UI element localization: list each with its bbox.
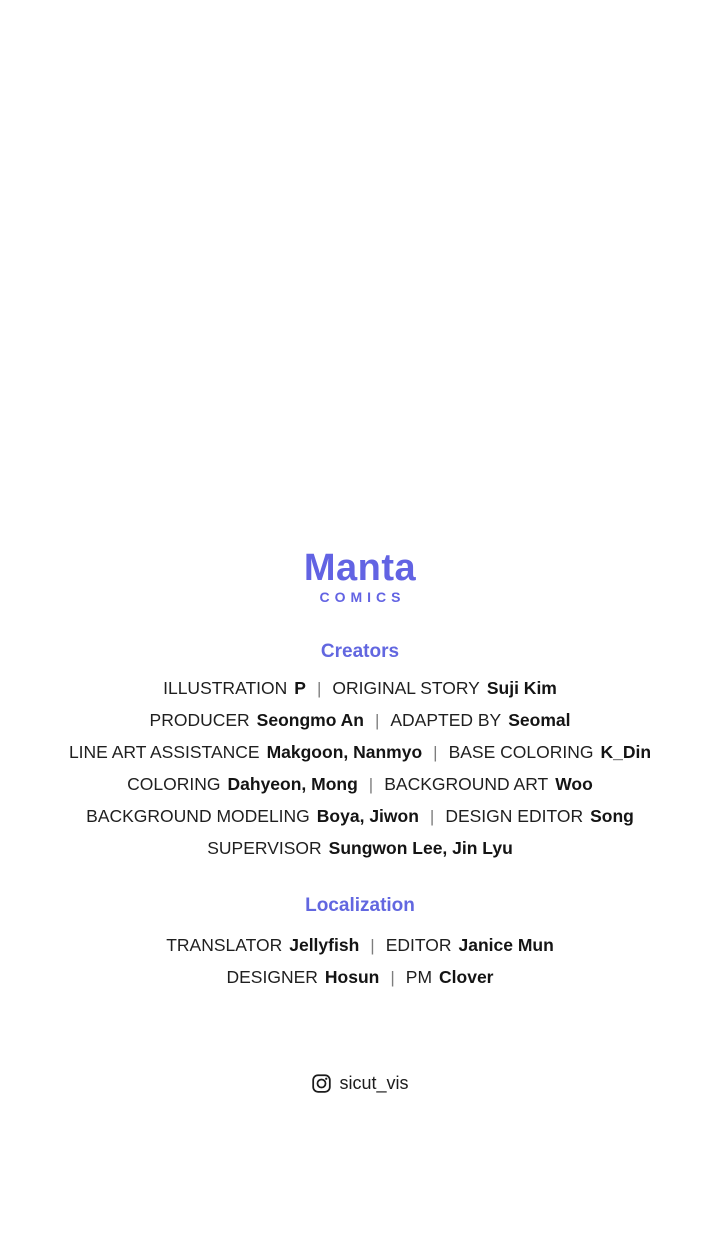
credit-separator: | xyxy=(433,743,438,762)
credit-role: EDITOR xyxy=(385,935,452,955)
credit-role: BACKGROUND ART xyxy=(384,774,549,794)
credit-role: PRODUCER xyxy=(149,710,250,730)
credit-line xyxy=(0,929,720,961)
credit-role: COLORING xyxy=(127,774,221,794)
credit-name: Dahyeon, Mong xyxy=(227,774,358,794)
credit-separator: | xyxy=(390,968,395,987)
credit-name: Suji Kim xyxy=(486,678,557,698)
credit-role: ADAPTED BY xyxy=(390,710,502,730)
credit-line xyxy=(0,736,720,768)
credit-role: DESIGN EDITOR xyxy=(445,806,584,826)
credit-name: Janice Mun xyxy=(458,935,554,955)
credit-role: ILLUSTRATION xyxy=(163,678,288,698)
creators-credit-list xyxy=(0,672,720,864)
credit-role: BACKGROUND MODELING xyxy=(86,806,310,826)
credit-role: DESIGNER xyxy=(226,967,318,987)
credit-role: ORIGINAL STORY xyxy=(332,678,480,698)
credit-line xyxy=(0,672,720,704)
instagram-handle: sicut_vis xyxy=(339,1073,409,1093)
credit-role: SUPERVISOR xyxy=(207,838,322,858)
credit-name: Clover xyxy=(439,967,494,987)
manta-logo: Manta xyxy=(303,547,417,589)
brand-wordmark xyxy=(0,548,720,605)
credit-line xyxy=(0,704,720,736)
credit-role: BASE COLORING xyxy=(448,742,594,762)
instagram-icon xyxy=(311,1073,332,1094)
credit-separator: | xyxy=(374,711,380,730)
creators-heading: Creators xyxy=(320,641,400,662)
credit-separator: | xyxy=(316,679,322,698)
localization-heading: Localization xyxy=(305,895,415,916)
credit-name: Woo xyxy=(555,774,593,794)
credit-line xyxy=(0,768,720,800)
credit-name: Seomal xyxy=(508,710,571,730)
credit-role: PM xyxy=(405,967,433,987)
credit-name: Boya, Jiwon xyxy=(316,806,419,826)
credit-name: K_Din xyxy=(600,742,652,762)
comics-wordmark: COMICS xyxy=(319,589,406,605)
credit-line xyxy=(0,832,720,864)
credit-role: TRANSLATOR xyxy=(166,935,283,955)
credit-line xyxy=(0,961,720,993)
credit-name: Sungwon Lee, Jin Lyu xyxy=(328,838,513,858)
credit-line xyxy=(0,800,720,832)
credit-separator: | xyxy=(429,807,435,826)
credit-name: Song xyxy=(590,806,634,826)
localization-credit-list xyxy=(0,929,720,993)
credit-separator: | xyxy=(368,775,374,794)
credit-separator: | xyxy=(370,936,375,955)
instagram-row xyxy=(0,1069,720,1097)
credit-name: Jellyfish xyxy=(289,935,360,955)
credit-name: Seongmo An xyxy=(256,710,364,730)
credit-name: Hosun xyxy=(324,967,380,987)
credit-role: LINE ART ASSISTANCE xyxy=(68,742,260,762)
credit-name: P xyxy=(294,678,306,698)
credit-name: Makgoon, Nanmyo xyxy=(266,742,423,762)
